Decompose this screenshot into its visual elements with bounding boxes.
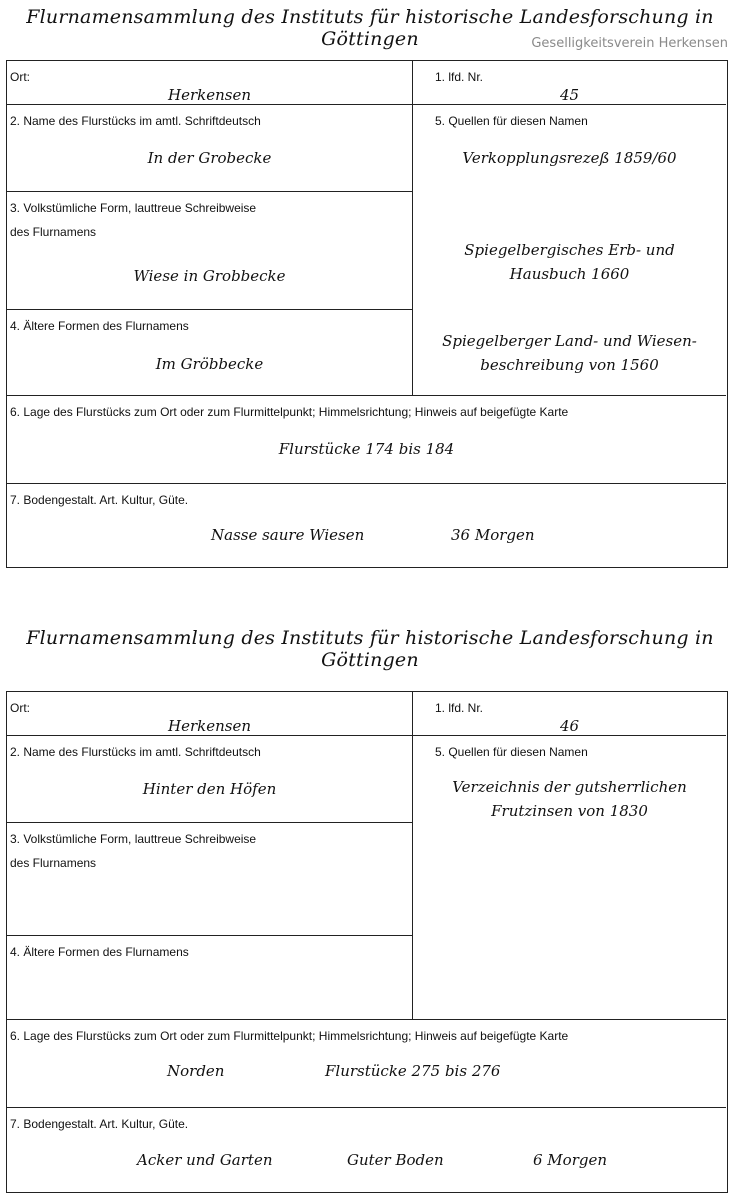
lage-value-1: Flurstücke 174 bis 184	[278, 440, 455, 458]
lage-cell	[7, 396, 726, 484]
card-2-form	[6, 691, 728, 1193]
lage-label: 6. Lage des Flurstücks zum Ort oder zum Flurmittelpunkt; Himmelsrichtung; Hinweis auf beigefügte Karte	[10, 405, 569, 419]
lage-value-1: Norden	[167, 1062, 225, 1080]
volk-cell	[7, 823, 413, 936]
ort-label: Ort:	[10, 701, 30, 715]
quellen-line-3: Hausbuch 1660	[509, 265, 630, 283]
aeltere-cell	[7, 936, 413, 1020]
volk-value: Wiese in Grobbecke	[133, 267, 286, 285]
quellen-label: 5. Quellen für diesen Namen	[435, 745, 588, 759]
name-value: Hinter den Höfen	[142, 780, 277, 798]
volk-label-1: 3. Volkstümliche Form, lauttreue Schreibweise	[10, 832, 257, 846]
nr-cell	[413, 61, 726, 105]
nr-label: 1. lfd. Nr.	[435, 70, 484, 84]
volk-label-1: 3. Volkstümliche Form, lauttreue Schreibweise	[10, 201, 257, 215]
lage-value-2: Flurstücke 275 bis 276	[325, 1062, 501, 1080]
aeltere-label: 4. Ältere Formen des Flurnamens	[10, 945, 189, 959]
name-cell	[7, 105, 413, 192]
name-value: In der Grobecke	[147, 149, 272, 167]
name-label: 2. Name des Flurstücks im amtl. Schriftdeutsch	[10, 114, 261, 128]
quellen-line-2: Spiegelbergisches Erb- und	[464, 241, 675, 259]
brand-label: Geselligkeitsverein Herkensen	[531, 36, 728, 51]
boden-value-1: Nasse saure Wiesen	[211, 526, 365, 544]
boden-cell	[7, 1108, 726, 1191]
card-2-title: Flurnamensammlung des Instituts für historische Landesforschung in Göttingen	[26, 627, 714, 671]
boden-value-2: Guter Boden	[347, 1151, 444, 1169]
aeltere-cell	[7, 310, 413, 396]
nr-value: 46	[559, 717, 580, 735]
boden-label: 7. Bodengestalt. Art. Kultur, Güte.	[10, 493, 189, 507]
quellen-line-1: Verkopplungsrezeß 1859/60	[462, 149, 677, 167]
nr-cell	[413, 692, 726, 736]
quellen-line-2: Frutzinsen von 1830	[491, 802, 648, 820]
card-1-title: Flurnamensammlung des Instituts für historische Landesforschung in Göttingen	[26, 6, 714, 50]
lage-label: 6. Lage des Flurstücks zum Ort oder zum Flurmittelpunkt; Himmelsrichtung; Hinweis auf beigefügte Karte	[10, 1029, 569, 1043]
name-cell	[7, 736, 413, 823]
card-1-form	[6, 60, 728, 568]
aeltere-value: Im Gröbbecke	[155, 355, 264, 373]
nr-label: 1. lfd. Nr.	[435, 701, 484, 715]
name-label: 2. Name des Flurstücks im amtl. Schriftdeutsch	[10, 745, 261, 759]
volk-label-2: des Flurnamens	[10, 225, 97, 239]
ort-label: Ort:	[10, 70, 30, 84]
boden-cell	[7, 484, 726, 566]
quellen-line-1: Verzeichnis der gutsherrlichen	[452, 778, 687, 796]
ort-cell	[7, 61, 413, 105]
quellen-cell	[413, 105, 726, 396]
volk-label-2: des Flurnamens	[10, 856, 97, 870]
ort-cell	[7, 692, 413, 736]
quellen-line-4: Spiegelberger Land- und Wiesen-	[442, 332, 697, 350]
lage-cell	[7, 1020, 726, 1108]
boden-value-2: 36 Morgen	[451, 526, 535, 544]
boden-label: 7. Bodengestalt. Art. Kultur, Güte.	[10, 1117, 189, 1131]
quellen-cell	[413, 736, 726, 1020]
nr-value: 45	[559, 86, 580, 104]
boden-value-3: 6 Morgen	[533, 1151, 608, 1169]
ort-value: Herkensen	[168, 717, 251, 735]
volk-cell	[7, 192, 413, 310]
quellen-label: 5. Quellen für diesen Namen	[435, 114, 588, 128]
ort-value: Herkensen	[168, 86, 251, 104]
quellen-line-5: beschreibung von 1560	[480, 356, 659, 374]
boden-value-1: Acker und Garten	[137, 1151, 273, 1169]
aeltere-label: 4. Ältere Formen des Flurnamens	[10, 319, 189, 333]
